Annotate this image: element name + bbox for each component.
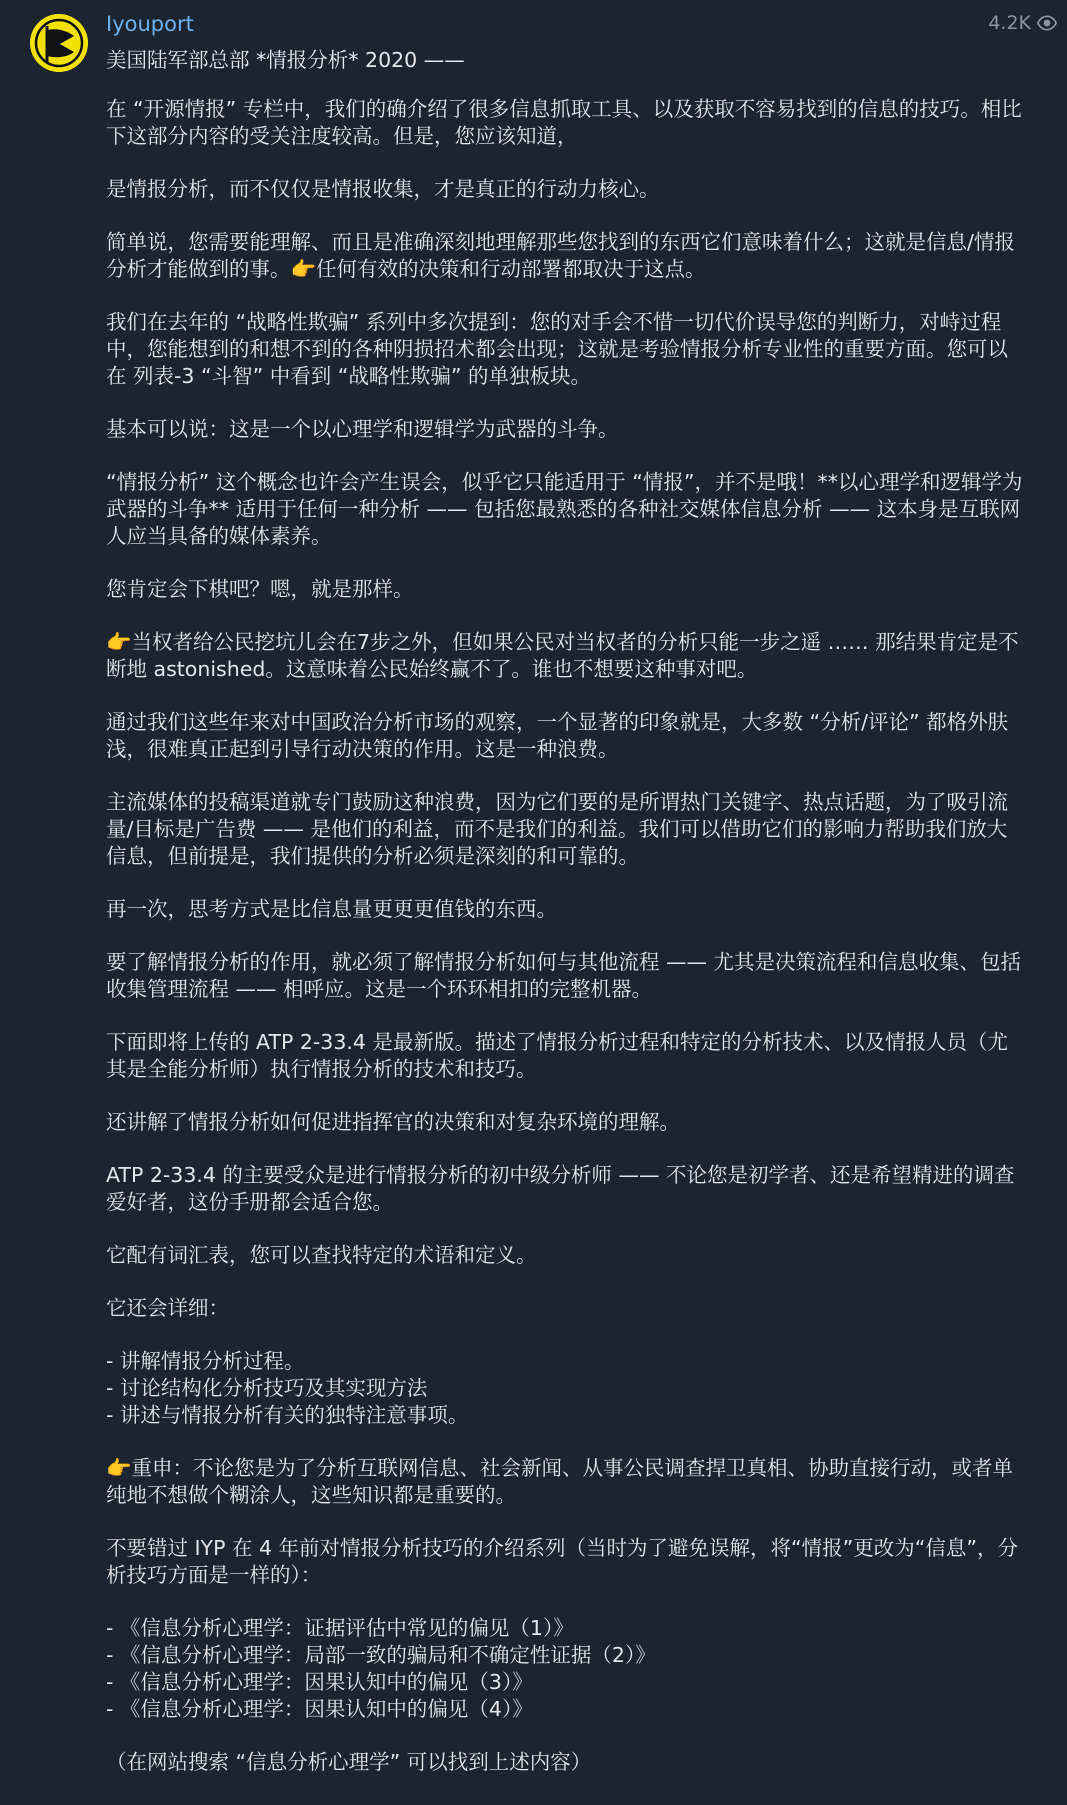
- paragraph: ATP 2-33.4 的主要受众是进行情报分析的初中级分析师 —— 不论您是初学者、还是希望精进的调查爱好者，这份手册都会适合您。: [106, 1163, 1015, 1214]
- view-count: [988, 12, 1057, 34]
- list-item: - 讨论结构化分析技巧及其实现方法: [106, 1376, 428, 1400]
- series-intro: 不要错过 IYP 在 4 年前对情报分析技巧的介绍系列（当时为了避免误解，将“情报”更改为“信息”，分析技巧方面是一样的）：: [106, 1536, 1019, 1587]
- view-count-value: 4.2K: [988, 12, 1031, 34]
- eye-icon: [1037, 13, 1057, 33]
- paragraph: 下面即将上传的 ATP 2-33.4 是最新版。描述了情报分析过程和特定的分析技术、以及情报人员（尤其是全能分析师）执行情报分析的技术和技巧。: [106, 1030, 1008, 1081]
- paragraph: 它还会详细：: [106, 1296, 229, 1320]
- paragraph: 您肯定会下棋吧？嗯，就是那样。: [106, 577, 414, 601]
- paragraph: 要了解情报分析的作用，就必须了解情报分析如何与其他流程 —— 尤其是决策流程和信息收集、包括收集管理流程 —— 相呼应。这是一个环环相扣的完整机器。: [106, 950, 1022, 1001]
- paragraph: 还讲解了情报分析如何促进指挥官的决策和对复杂环境的理解。: [106, 1110, 680, 1134]
- paragraph: 我们在去年的 “战略性欺骗” 系列中多次提到：您的对手会不惜一切代价误导您的判断力，对峙过程中，您能想到的和想不到的各种阴损招术都会出现；这就是考验情报分析专业性的重要方面。您可以在 列表-3 “斗智” 中看到 “战略性欺骗” 的单独板块。: [106, 310, 1008, 388]
- paragraph: 主流媒体的投稿渠道就专门鼓励这种浪费，因为它们要的是所谓热门关键字、热点话题，为了吸引流量/目标是广告费 —— 是他们的利益，而不是我们的利益。我们可以借助它们的影响力帮助我们放大信息，但前提是，我们提供的分析必须是深刻的和可靠的。: [106, 790, 1008, 868]
- paragraph: 再一次，思考方式是比信息量更更更值钱的东西。: [106, 897, 557, 921]
- paragraph: 👉当权者给公民挖坑儿会在7步之外，但如果公民对当权者的分析只能一步之遥 …… 那结果肯定是不断地 astonished。这意味着公民始终赢不了。谁也不想要这种事对吧。: [106, 630, 1019, 681]
- list-item: - 讲解情报分析过程。: [106, 1349, 305, 1373]
- paragraph: 它配有词汇表，您可以查找特定的术语和定义。: [106, 1243, 537, 1267]
- post-body: [106, 96, 1026, 1802]
- paragraph: 在 “开源情报” 专栏中，我们的确介绍了很多信息抓取工具、以及获取不容易找到的信息的技巧。相比下这部分内容的受关注度较高。但是，您应该知道，: [106, 97, 1022, 148]
- paragraph: 简单说，您需要能理解、而且是准确深刻地理解那些您找到的东西它们意味着什么；这就是信息/情报分析才能做到的事。👉任何有效的决策和行动部署都取决于这点。: [106, 230, 1015, 281]
- list-item: - 《信息分析心理学：因果认知中的偏见（3）》: [106, 1670, 533, 1694]
- paragraph: 通过我们这些年来对中国政治分析市场的观察，一个显著的印象就是，大多数 “分析/评论” 都格外肤浅，很难真正起到引导行动决策的作用。这是一种浪费。: [106, 710, 1009, 761]
- list-item: - 《信息分析心理学：因果认知中的偏见（4）》: [106, 1697, 533, 1721]
- series-list: [106, 1615, 1026, 1723]
- paragraph: “情报分析” 这个概念也许会产生误会，似乎它只能适用于 “情报”，并不是哦！**以心理学和逻辑学为武器的斗争** 适用于任何一种分析 —— 包括您最熟悉的各种社交媒体信息分析 —— 这本身是互联网人应当具备的媒体素养。: [106, 470, 1023, 548]
- reminder-paragraph: 👉重申：不论您是为了分析互联网信息、社会新闻、从事公民调查捍卫真相、协助直接行动，或者单纯地不想做个糊涂人，这些知识都是重要的。: [106, 1456, 1014, 1507]
- list-item: - 《信息分析心理学：证据评估中常见的偏见（1）》: [106, 1616, 574, 1640]
- post-title: 美国陆军部总部 *情报分析* 2020 ——: [106, 48, 465, 72]
- footer-note: （在网站搜索 “信息分析心理学” 可以找到上述内容）: [106, 1750, 592, 1774]
- paragraph: 是情报分析，而不仅仅是情报收集，才是真正的行动力核心。: [106, 177, 660, 201]
- channel-avatar[interactable]: [30, 14, 88, 72]
- pirate-flag-logo: [30, 14, 88, 72]
- list-item: - 《信息分析心理学：局部一致的骗局和不确定性证据（2）》: [106, 1643, 656, 1667]
- list-item: - 讲述与情报分析有关的独特注意事项。: [106, 1403, 469, 1427]
- detail-list: [106, 1348, 1026, 1429]
- channel-name[interactable]: Iyouport: [106, 12, 194, 36]
- paragraph: 基本可以说：这是一个以心理学和逻辑学为武器的斗争。: [106, 417, 619, 441]
